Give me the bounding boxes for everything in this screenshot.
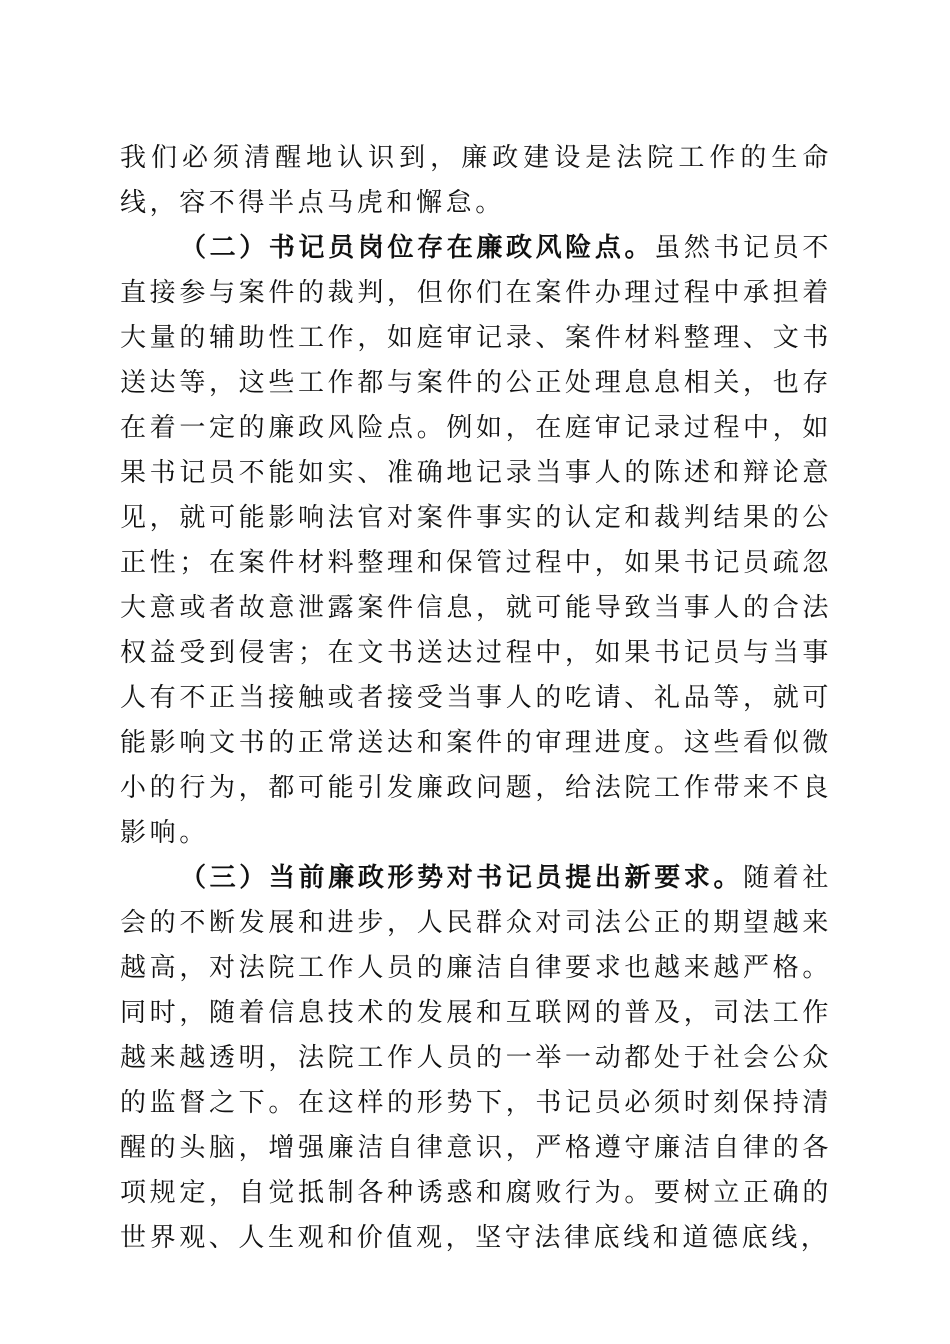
paragraph-section-three <box>120 856 832 1261</box>
paragraph-section-two <box>120 226 832 856</box>
section-heading: （三）当前廉政形势对书记员提出新要求。 <box>180 863 744 893</box>
paragraph-continuation <box>120 136 832 226</box>
document-body <box>120 136 832 1261</box>
paragraph-text: 虽然书记员不直接参与案件的裁判，但你们在案件办理过程中承担着大量的辅助性工作，如庭审记录、案件材料整理、文书送达等，这些工作都与案件的公正处理息息相关，也存在着一定的廉政风险点。例如，在庭审记录过程中，如果书记员不能如实、准确地记录当事人的陈述和辩论意见，就可能影响法官对案件事实的认定和裁判结果的公正性；在案件材料整理和保管过程中，如果书记员疏忽大意或者故意泄露案件信息，就可能导致当事人的合法权益受到侵害；在文书送达过程中，如果书记员与当事人有不正当接触或者接受当事人的吃请、礼品等，就可能影响文书的正常送达和案件的审理进度。这些看似微小的行为，都可能引发廉政问题，给法院工作带来不良影响。 <box>120 233 832 848</box>
paragraph-text: 随着社会的不断发展和进步，人民群众对司法公正的期望越来越高，对法院工作人员的廉洁自律要求也越来越严格。同时，随着信息技术的发展和互联网的普及，司法工作越来越透明，法院工作人员的一举一动都处于社会公众的监督之下。在这样的形势下，书记员必须时刻保持清醒的头脑，增强廉洁自律意识，严格遵守廉洁自律的各项规定，自觉抵制各种诱惑和腐败行为。要树立正确的世界观、人生观和价值观，坚守法律底线和道德底线， <box>120 863 832 1253</box>
section-heading: （二）书记员岗位存在廉政风险点。 <box>180 233 655 263</box>
paragraph-text: 我们必须清醒地认识到，廉政建设是法院工作的生命线，容不得半点马虎和懈怠。 <box>120 143 832 218</box>
